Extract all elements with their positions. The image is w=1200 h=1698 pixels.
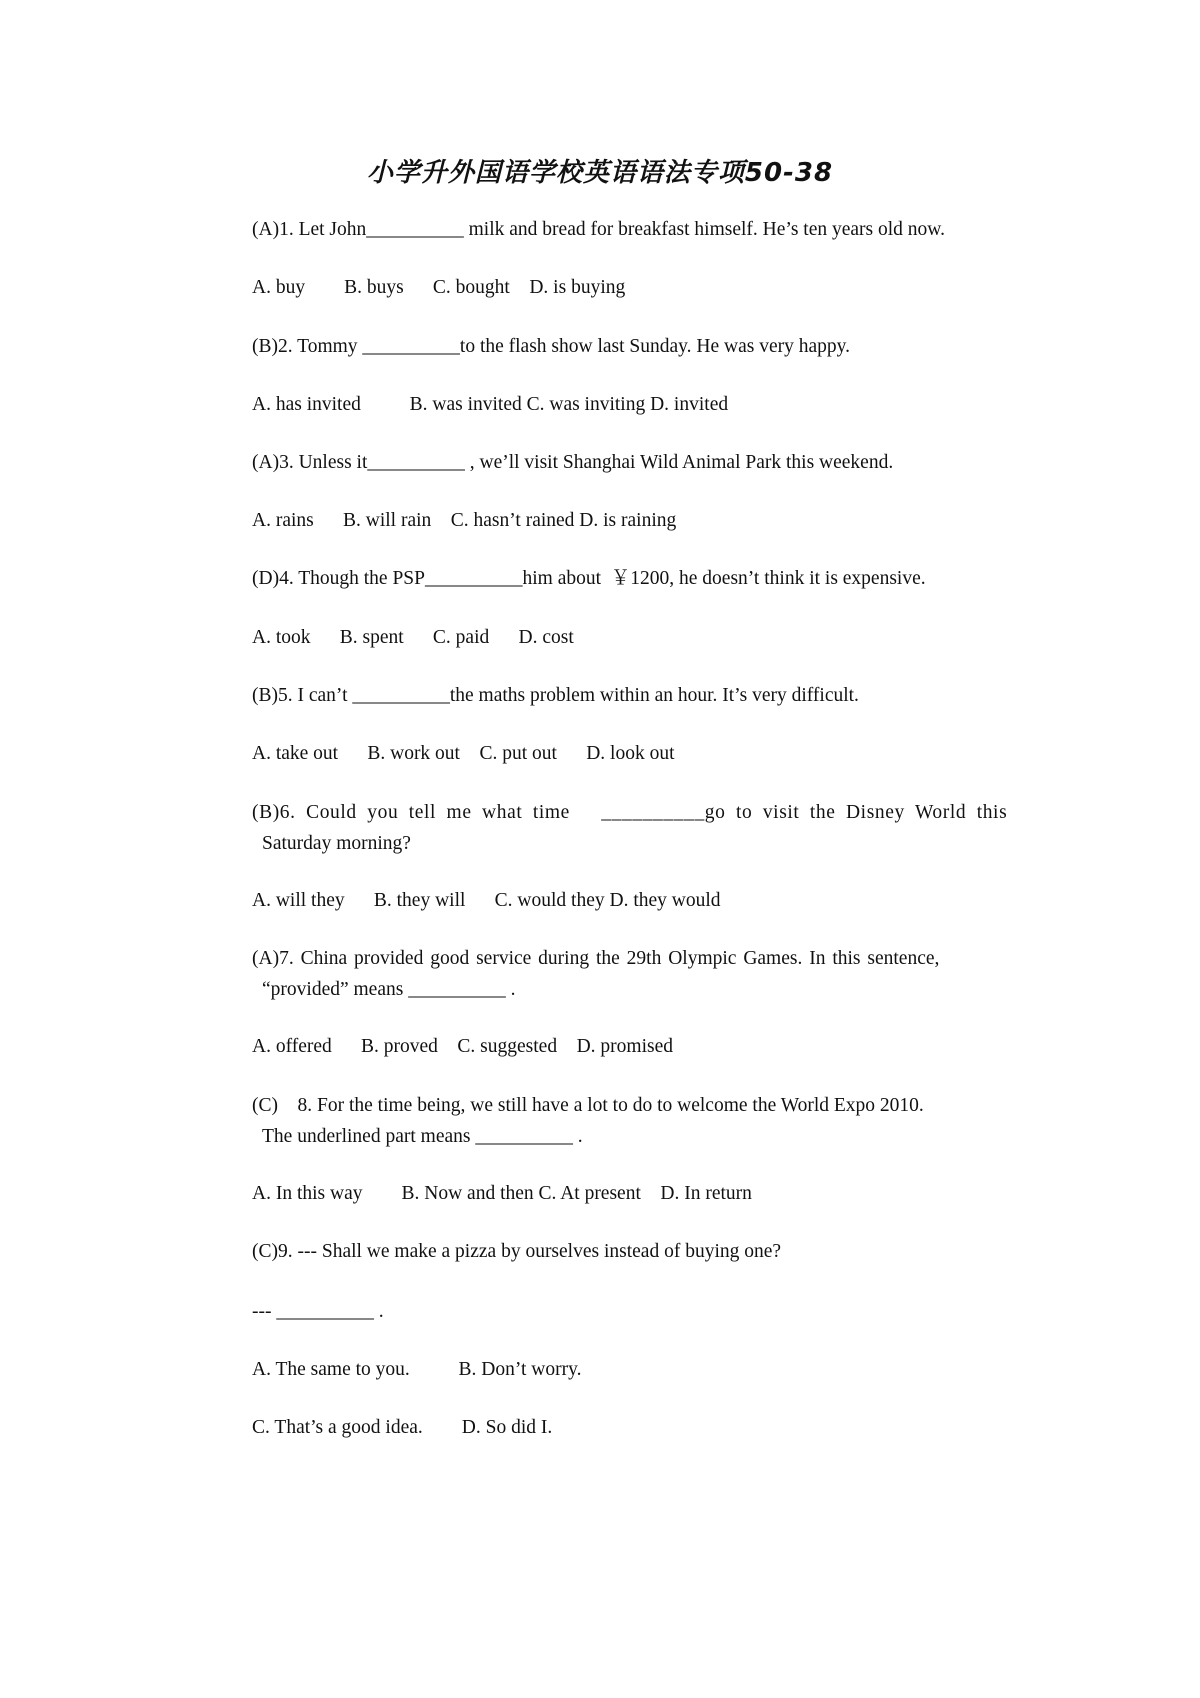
question-1-stem: (A)1. Let John__________ milk and bread for breakfast himself. He’s ten years old now. (252, 219, 945, 240)
question-6-stem-continued: Saturday morning? (262, 833, 411, 854)
question-4-options: A. took B. spent C. paid D. cost (252, 627, 574, 648)
question-5-stem: (B)5. I can’t __________the maths problem within an hour. It’s very difficult. (252, 685, 859, 706)
question-2-options: A. has invited B. was invited C. was inviting D. invited (252, 394, 729, 415)
question-8-stem: (C) 8. For the time being, we still have a lot to do to welcome the World Expo 2010. (252, 1095, 924, 1116)
question-7-stem-continued: “provided” means __________ . (262, 979, 516, 1000)
question-9-options: A. The same to you. B. Don’t worry. (252, 1359, 582, 1380)
question-1-options: A. buy B. buys C. bought D. is buying (252, 277, 626, 298)
question-3-stem: (A)3. Unless it__________ , we’ll visit Shanghai Wild Animal Park this weekend. (252, 452, 894, 473)
question-5-options: A. take out B. work out C. put out D. look out (252, 743, 675, 764)
question-6-stem: (B)6. Could you tell me what time __________go to visit the Disney World this (252, 802, 1008, 823)
question-9-stem: (C)9. --- Shall we make a pizza by ourselves instead of buying one? (252, 1241, 782, 1262)
question-8-options: A. In this way B. Now and then C. At present D. In return (252, 1183, 752, 1204)
question-4-stem: (D)4. Though the PSP__________him about ￥1200, he doesn’t think it is expensive. (252, 568, 926, 589)
question-3-options: A. rains B. will rain C. hasn’t rained D. is raining (252, 510, 677, 531)
question-9-options-2: C. That’s a good idea. D. So did I. (252, 1417, 553, 1438)
question-9-reply: --- __________ . (252, 1301, 384, 1322)
question-6-options: A. will they B. they will C. would they D. they would (252, 890, 721, 911)
question-7-stem: (A)7. China provided good service during the 29th Olympic Games. In this sentence, (252, 948, 940, 969)
question-8-stem-continued: The underlined part means __________ . (262, 1126, 583, 1147)
document-title: 小学升外国语学校英语语法专项50-38 (366, 158, 834, 188)
question-2-stem: (B)2. Tommy __________to the flash show last Sunday. He was very happy. (252, 336, 851, 357)
question-7-options: A. offered B. proved C. suggested D. promised (252, 1036, 673, 1057)
